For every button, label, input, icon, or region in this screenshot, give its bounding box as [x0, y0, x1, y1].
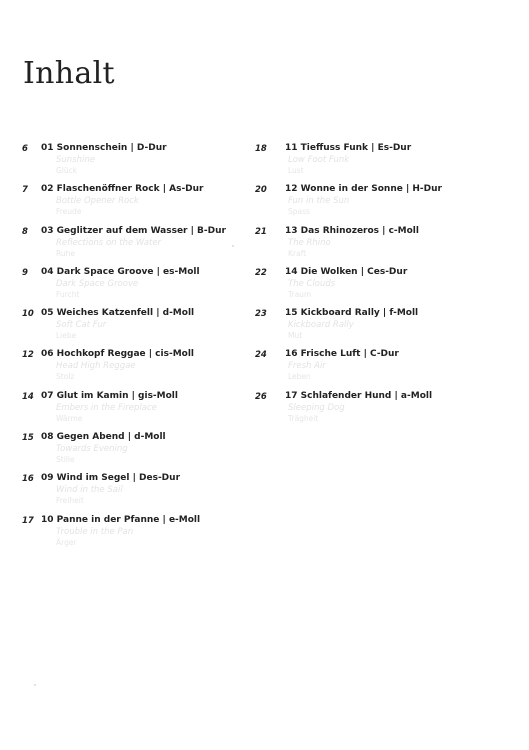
toc-entry — [22, 389, 252, 430]
toc-entry — [22, 471, 252, 512]
toc-subtitle: Wind in the Sail — [56, 485, 123, 496]
toc-note: Leben — [288, 372, 311, 382]
toc-note: Freude — [56, 207, 82, 217]
toc-title: 03 Geglitzer auf dem Wasser | B-Dur — [41, 225, 226, 236]
toc-entry — [22, 347, 252, 388]
toc-entry — [255, 389, 515, 430]
toc-title: 02 Flaschenöffner Rock | As-Dur — [41, 184, 204, 195]
toc-title: 04 Dark Space Groove | es-Moll — [41, 266, 200, 277]
toc-title: 08 Gegen Abend | d-Moll — [41, 432, 166, 443]
toc-page-number: 22 — [255, 267, 267, 278]
toc-entry — [22, 306, 252, 347]
toc-subtitle: Bottle Opener Rock — [56, 196, 139, 207]
toc-page-number: 10 — [22, 309, 34, 320]
toc-entry — [22, 513, 252, 554]
contents-left-column — [22, 141, 252, 554]
toc-subtitle: Head High Reggae — [56, 361, 136, 372]
toc-subtitle: Trouble in the Pan — [56, 526, 134, 537]
toc-page-number: 26 — [255, 391, 267, 402]
toc-title: 12 Wonne in der Sonne | H-Dur — [285, 184, 442, 195]
toc-note: Traum — [288, 289, 312, 299]
toc-subtitle: Sunshine — [56, 155, 95, 165]
toc-page-number: 24 — [255, 350, 267, 361]
toc-subtitle: Kickboard Rally — [288, 320, 354, 331]
toc-subtitle: Towards Evening — [56, 444, 128, 455]
toc-title: 06 Hochkopf Reggae | cis-Moll — [41, 349, 195, 360]
toc-title: 07 Glut im Kamin | gis-Moll — [41, 390, 178, 401]
toc-subtitle: Reflections on the Water — [56, 237, 162, 248]
toc-entry — [22, 182, 252, 223]
toc-title: 14 Die Wolken | Ces-Dur — [285, 266, 408, 277]
toc-entry — [22, 224, 252, 265]
toc-subtitle: The Clouds — [288, 278, 336, 289]
toc-title: 05 Weiches Katzenfell | d-Moll — [41, 308, 195, 319]
toc-page-number: 7 — [22, 185, 28, 196]
toc-note: Spass — [288, 207, 310, 217]
toc-subtitle: Embers in the Fireplace — [56, 402, 157, 413]
toc-page-number: 15 — [22, 433, 34, 444]
toc-page-number: 8 — [22, 226, 28, 237]
toc-subtitle: The Rhino — [288, 237, 331, 248]
toc-note: Kraft — [288, 248, 307, 258]
toc-title: 01 Sonnenschein | D-Dur — [41, 143, 167, 153]
toc-page-number: 23 — [255, 309, 267, 320]
toc-note: Stille — [56, 455, 75, 465]
toc-note: Lust — [288, 166, 304, 175]
toc-subtitle: Low Foot Funk — [288, 155, 350, 165]
toc-note: Furcht — [56, 289, 80, 299]
toc-note: Trägheit — [288, 413, 319, 423]
toc-page-number: 18 — [255, 144, 267, 154]
toc-title: 13 Das Rhinozeros | c-Moll — [285, 225, 419, 236]
toc-entry — [255, 182, 515, 223]
toc-title: 09 Wind im Segel | Des-Dur — [41, 473, 181, 484]
toc-page-number: 6 — [22, 144, 28, 154]
toc-title: 15 Kickboard Rally | f-Moll — [285, 308, 419, 319]
page-title: Inhalt — [23, 56, 115, 91]
toc-page-number: 14 — [22, 391, 34, 402]
toc-note: Ruhe — [56, 248, 75, 258]
toc-entry — [255, 224, 515, 265]
toc-entry — [255, 347, 515, 388]
toc-page-number: 17 — [22, 515, 34, 526]
toc-note: Mut — [288, 331, 303, 341]
toc-entry — [22, 141, 252, 182]
contents-right-column — [255, 141, 515, 430]
toc-entry — [22, 265, 252, 306]
toc-subtitle: Sleeping Dog — [288, 402, 345, 413]
toc-subtitle: Soft Cat Fur — [56, 320, 107, 331]
toc-entry — [255, 306, 515, 347]
toc-title: 10 Panne in der Pfanne | e-Moll — [41, 514, 201, 525]
toc-page-number: 16 — [22, 474, 34, 485]
toc-page-number: 12 — [22, 350, 34, 361]
toc-entry — [255, 141, 515, 182]
toc-note: Glück — [56, 166, 78, 175]
toc-subtitle: Dark Space Groove — [56, 278, 139, 289]
toc-page-number: 21 — [255, 226, 267, 237]
toc-title: 16 Frische Luft | C-Dur — [285, 349, 399, 360]
scan-speck — [34, 684, 36, 686]
toc-page-number: 9 — [22, 267, 28, 278]
toc-subtitle: Fresh Air — [288, 361, 326, 372]
toc-entry — [255, 265, 515, 306]
toc-note: Liebe — [56, 331, 77, 341]
toc-entry — [22, 430, 252, 471]
toc-note: Ärger — [56, 537, 77, 547]
toc-title: 11 Tieffuss Funk | Es-Dur — [285, 143, 412, 153]
toc-title: 17 Schlafender Hund | a-Moll — [285, 390, 433, 401]
scan-speck — [232, 245, 234, 247]
toc-note: Freiheit — [56, 496, 84, 506]
toc-note: Wärme — [56, 413, 83, 423]
toc-note: Stolz — [56, 372, 75, 382]
toc-page-number: 20 — [255, 185, 267, 196]
toc-subtitle: Fun in the Sun — [288, 196, 350, 207]
